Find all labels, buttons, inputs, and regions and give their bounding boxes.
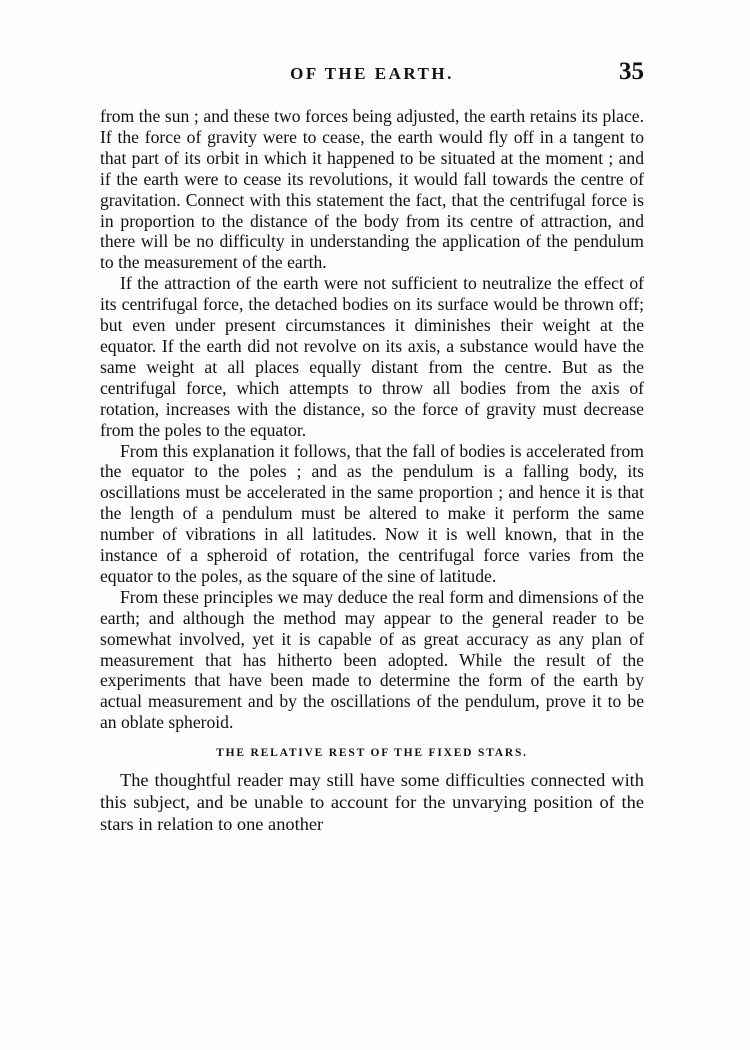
- paragraph-continued: from the sun ; and these two forces being adjusted, the earth retains its place. If the force of gravity were to cease, the earth would fly off in a tangent to that part of its orbit in which it happened to be situated at the moment ; and if the earth were to cease its revolutions, it would fall towards the centre of gravitation. Connect with this statement the fact, that the centrifugal force is in proportion to the distance of the body from its centre of attraction, and there will be no difficulty in understanding the application of the pendulum to the measurement of the earth.: [100, 106, 644, 273]
- paragraph-principles: From these principles we may deduce the real form and dimensions of the earth; and although the method may appear to the general reader to be somewhat involved, yet it is capable of as great accuracy as any plan of measurement that has hitherto been adopted. While the result of the experiments that have been made to determine the form of the earth by actual measurement and by the oscillations of the pendulum, prove it to be an oblate spheroid.: [100, 586, 644, 733]
- body-text: [100, 106, 644, 835]
- paragraph-explanation: From this explanation it follows, that the fall of bodies is accelerated from the equator to the poles ; and as the pendulum is a falling body, its oscillations must be accelerated in the same proportion ; and hence it is that the length of a pendulum must be altered to make it perform the same number of vibrations in all latitudes. Now it is well known, that in the instance of a spheroid of rotation, the centrifugal force varies from the equator to the poles, as the square of the sine of latitude.: [100, 440, 644, 586]
- running-head: [100, 60, 644, 90]
- paragraph-fixed-stars: The thoughtful reader may still have some difficulties connected with this subject, and be unable to account for the unvarying position of the stars in relation to one another: [100, 770, 644, 835]
- running-title: OF THE EARTH.: [290, 64, 454, 83]
- page-number: 35: [619, 58, 644, 85]
- paragraph-attraction: If the attraction of the earth were not sufficient to neutralize the effect of its centrifugal force, the detached bodies on its surface would be thrown off; but even under present circumstances it diminishes their weight at the equator. If the earth did not revolve on its axis, a substance would have the same weight at all places equally distant from the centre. But as the centrifugal force, which attempts to throw all bodies from the axis of rotation, increases with the distance, so the force of gravity must decrease from the poles to the equator.: [100, 273, 644, 440]
- section-heading: THE RELATIVE REST OF THE FIXED STARS.: [216, 747, 528, 760]
